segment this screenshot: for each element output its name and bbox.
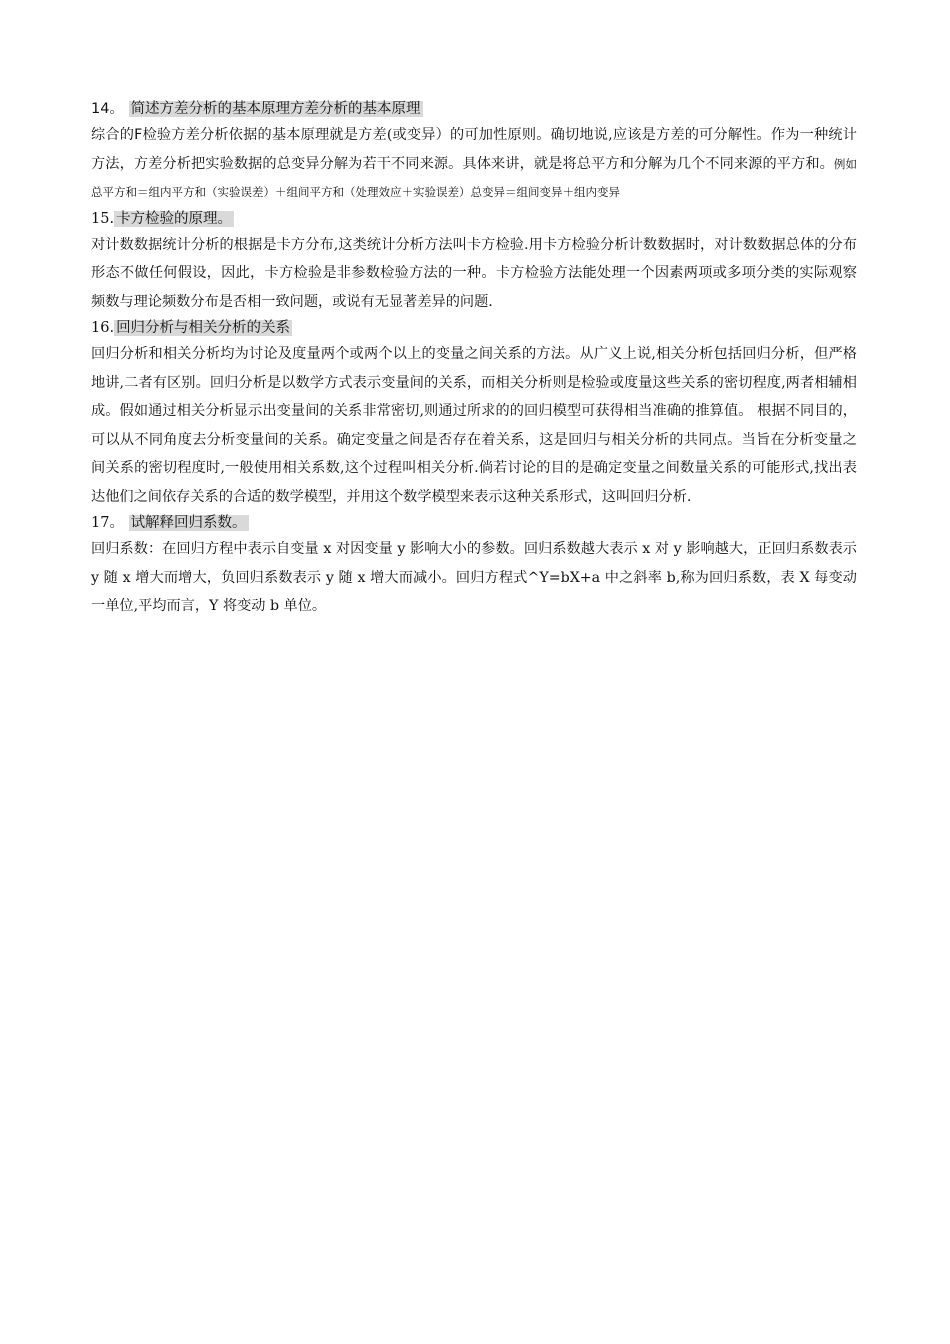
- section-body: [91, 231, 857, 317]
- body-text: 检验方差分析依据的基本原理就是方差(或变异）的可加性原则。确切地说,应该是方差的可分解性。作为一种统计方法，方差分析把实验数据的总变异分解为若干不同来源。具体来讲，就是将总平方和分解为几个不同来源的平方和。: [91, 127, 857, 172]
- body-text: F: [134, 127, 143, 143]
- body-text: 综合的: [91, 127, 135, 143]
- section-heading: [91, 511, 857, 535]
- section-title: 简述方差分析的基本原理方差分析的基本原理: [130, 101, 421, 117]
- section-title: 回归分析与相关分析的关系: [116, 320, 291, 336]
- section-body: [91, 340, 857, 511]
- document-page: [91, 97, 857, 621]
- section-heading: [91, 207, 857, 231]
- section-number: 14。: [91, 101, 124, 117]
- section-body: [91, 535, 857, 621]
- body-text: 回归分析和相关分析均为讨论及度量两个或两个以上的变量之间关系的方法。从广义上说,相关分析包括回归分析，但严格地讲,二者有区别。回归分析是以数学方式表示变量间的关系，而相关分析则是检验或度量这些关系的密切程度,两者相辅相成。假如通过相关分析显示出变量间的关系非常密切,则通过所求的的回归模型可获得相当准确的推算值。 根据不同目的，可以从不同角度去分析变量间的关系。确定变量之间是否存在着关系，这是回归与相关分析的共同点。当旨在分析变量之间关系的密切程度时,一般使用相关系数,这个过程叫相关分析.倘若讨论的目的是确定变量之间数量关系的可能形式,找出表达他们之间依存关系的合适的数学模型，并用这个数学模型来表示这种关系形式，这叫回归分析.: [91, 346, 857, 505]
- section-title: 试解释回归系数。: [130, 515, 247, 531]
- body-text-small: 例如总平方和＝组内平方和（实验误差）＋组间平方和（处理效应＋实验误差）总变异＝组间变异＋组内变异: [91, 156, 857, 199]
- section-16: [91, 316, 857, 511]
- section-14: [91, 97, 857, 207]
- section-number: 17。: [91, 515, 124, 531]
- section-heading: [91, 97, 857, 121]
- section-number: 15.: [91, 210, 115, 227]
- section-heading: [91, 316, 857, 340]
- body-text: 回归系数：在回归方程中表示自变量 x 对因变量 y 影响大小的参数。回归系数越大表示 x 对 y 影响越大，正回归系数表示 y 随 x 增大而增大，负回归系数表示 y 随 x 增大而减小。回归方程式^Y=bX+a 中之斜率 b,称为回归系数，表 X 每变动一单位,平均而言，Y 将变动 b 单位。: [91, 541, 857, 614]
- section-title: 卡方检验的原理。: [116, 210, 233, 227]
- section-number: 16.: [91, 320, 115, 336]
- section-15: [91, 207, 857, 317]
- section-17: [91, 511, 857, 621]
- body-text: 对计数数据统计分析的根据是卡方分布,这类统计分析方法叫卡方检验.用卡方检验分析计数数据时，对计数数据总体的分布形态不做任何假设，因此，卡方检验是非参数检验方法的一种。卡方检验方法能处理一个因素两项或多项分类的实际观察频数与理论频数分布是否相一致问题，或说有无显著差异的问题.: [91, 236, 857, 310]
- section-body: [91, 121, 857, 207]
